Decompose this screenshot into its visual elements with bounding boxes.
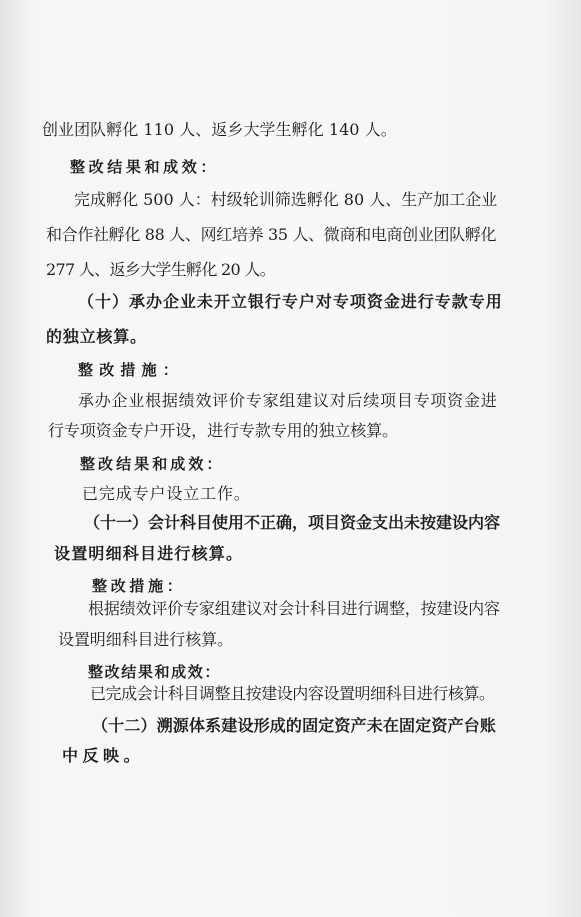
section-heading: 整改措施： bbox=[92, 577, 186, 595]
section-heading: 整改结果和成效： bbox=[70, 158, 220, 176]
item-heading: （十一）会计科目使用不正确，项目资金支出未按建设内容 bbox=[84, 513, 501, 532]
text-line: 已完成会计科目调整且按建设内容设置明细科目进行核算。 bbox=[90, 684, 495, 703]
text-line: 和合作社孵化 88 人、网红培养 35 人、微商和电商创业团队孵化 bbox=[46, 225, 497, 244]
text-line: 根据绩效评价专家组建议对会计科目进行调整，按建设内容 bbox=[88, 599, 500, 618]
item-heading: 的独立核算。 bbox=[46, 327, 147, 346]
text-line: 277 人、返乡大学生孵化 20 人。 bbox=[46, 260, 276, 279]
section-heading: 整改结果和成效： bbox=[80, 455, 225, 473]
text-line: 已完成专户设立工作。 bbox=[82, 484, 251, 503]
item-heading: 设置明细科目进行核算。 bbox=[54, 544, 244, 563]
text-line: 创业团队孵化 110 人、返乡大学生孵化 140 人。 bbox=[42, 120, 397, 139]
text-line: 完成孵化 500 人：村级轮训筛选孵化 80 人、生产加工企业 bbox=[74, 190, 498, 209]
item-heading: （十）承办企业未开立银行专户对专项资金进行专款专用 bbox=[78, 292, 503, 311]
text-line: 设置明细科目进行核算。 bbox=[58, 630, 233, 649]
text-line: 行专项资金专户开设，进行专款专用的独立核算。 bbox=[48, 421, 399, 440]
text-line: 承办企业根据绩效评价专家组建议对后续项目专项资金进 bbox=[78, 391, 498, 410]
section-heading: 整改措施： bbox=[78, 361, 185, 379]
item-heading: （十二）溯源体系建设形成的固定资产未在固定资产台账 bbox=[92, 716, 497, 735]
item-heading: 中反映。 bbox=[62, 746, 145, 765]
section-heading: 整改结果和成效： bbox=[88, 663, 222, 681]
